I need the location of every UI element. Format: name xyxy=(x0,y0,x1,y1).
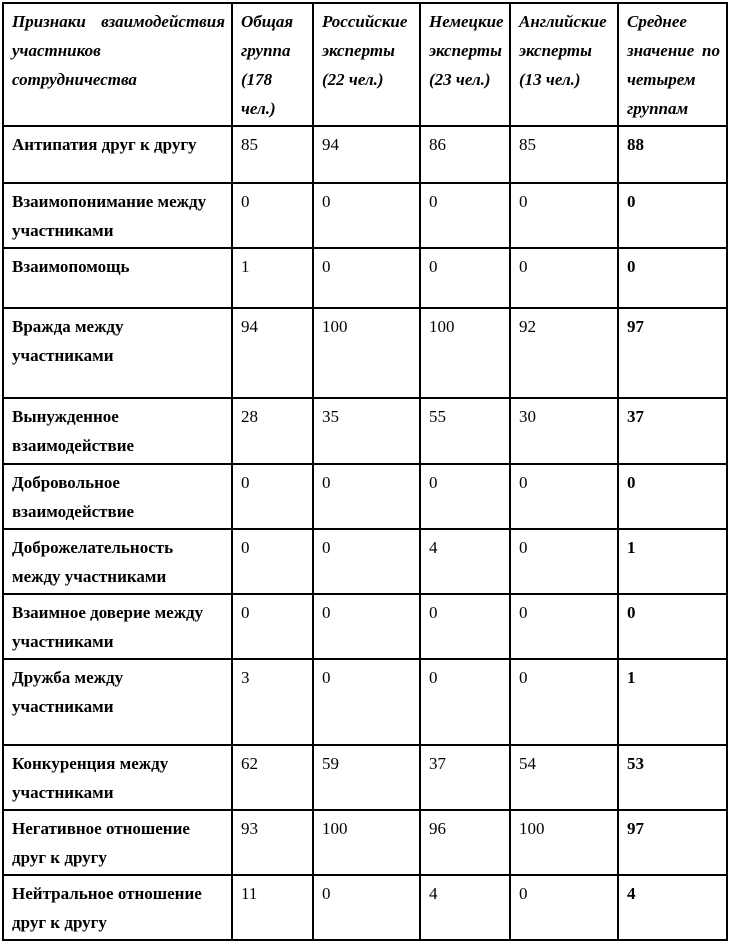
cell-value: 0 xyxy=(232,464,313,529)
cell-average-value: 37 xyxy=(618,398,727,464)
cell-value: 1 xyxy=(232,248,313,308)
cell-average-value: 1 xyxy=(618,529,727,594)
cell-value: 0 xyxy=(510,659,618,745)
cell-value: 0 xyxy=(313,248,420,308)
cell-value: 86 xyxy=(420,126,510,183)
cell-value: 37 xyxy=(420,745,510,810)
cell-value: 0 xyxy=(232,183,313,248)
row-label: Нейтральное отношение друг к другу xyxy=(3,875,232,940)
cell-value: 0 xyxy=(420,464,510,529)
cell-value: 100 xyxy=(313,308,420,398)
cell-value: 0 xyxy=(420,594,510,659)
cell-value: 0 xyxy=(510,529,618,594)
cell-average-value: 53 xyxy=(618,745,727,810)
cell-value: 4 xyxy=(420,529,510,594)
cell-average-value: 1 xyxy=(618,659,727,745)
row-label: Взаимное доверие между участниками xyxy=(3,594,232,659)
cell-value: 92 xyxy=(510,308,618,398)
row-label: Антипатия друг к другу xyxy=(3,126,232,183)
cell-value: 85 xyxy=(510,126,618,183)
cell-value: 11 xyxy=(232,875,313,940)
cell-value: 3 xyxy=(232,659,313,745)
cell-value: 30 xyxy=(510,398,618,464)
column-header-features: Признаки взаимодействия участников сотрудничества xyxy=(3,3,232,126)
cell-value: 0 xyxy=(510,464,618,529)
row-label: Конкуренция между участниками xyxy=(3,745,232,810)
cell-value: 0 xyxy=(510,875,618,940)
row-label: Доброжелательность между участниками xyxy=(3,529,232,594)
cell-average-value: 97 xyxy=(618,810,727,875)
row-label: Дружба между участниками xyxy=(3,659,232,745)
cell-value: 0 xyxy=(510,248,618,308)
column-header-average: Среднее значение по четырем группам xyxy=(618,3,727,126)
column-header-general-group: Общая группа (178 чел.) xyxy=(232,3,313,126)
cell-value: 55 xyxy=(420,398,510,464)
experts-comparison-table xyxy=(2,2,728,941)
column-header-german-experts: Немецкие эксперты (23 чел.) xyxy=(420,3,510,126)
cell-value: 0 xyxy=(420,248,510,308)
cell-average-value: 0 xyxy=(618,183,727,248)
row-label: Взаимопомощь xyxy=(3,248,232,308)
row-label: Негативное отношение друг к другу xyxy=(3,810,232,875)
cell-average-value: 4 xyxy=(618,875,727,940)
cell-value: 96 xyxy=(420,810,510,875)
table-row xyxy=(3,398,727,464)
cell-value: 0 xyxy=(232,529,313,594)
row-label: Взаимопонимание между участниками xyxy=(3,183,232,248)
row-label: Вражда между участниками xyxy=(3,308,232,398)
column-header-russian-experts: Российские эксперты (22 чел.) xyxy=(313,3,420,126)
table-row xyxy=(3,126,727,183)
table-row xyxy=(3,659,727,745)
cell-value: 35 xyxy=(313,398,420,464)
cell-value: 0 xyxy=(510,594,618,659)
cell-value: 0 xyxy=(313,875,420,940)
cell-value: 0 xyxy=(313,659,420,745)
cell-average-value: 0 xyxy=(618,248,727,308)
cell-value: 0 xyxy=(313,464,420,529)
table-row xyxy=(3,248,727,308)
cell-value: 4 xyxy=(420,875,510,940)
cell-value: 94 xyxy=(232,308,313,398)
table-row xyxy=(3,810,727,875)
cell-value: 0 xyxy=(232,594,313,659)
table-row xyxy=(3,529,727,594)
cell-value: 28 xyxy=(232,398,313,464)
cell-value: 0 xyxy=(313,529,420,594)
cell-value: 93 xyxy=(232,810,313,875)
table-row xyxy=(3,745,727,810)
cell-value: 85 xyxy=(232,126,313,183)
row-label: Вынужденное взаимодействие xyxy=(3,398,232,464)
cell-average-value: 97 xyxy=(618,308,727,398)
cell-value: 100 xyxy=(510,810,618,875)
cell-value: 100 xyxy=(313,810,420,875)
cell-value: 0 xyxy=(313,183,420,248)
table-row xyxy=(3,308,727,398)
row-label: Добровольное взаимодействие xyxy=(3,464,232,529)
cell-value: 100 xyxy=(420,308,510,398)
cell-value: 62 xyxy=(232,745,313,810)
cell-value: 0 xyxy=(510,183,618,248)
cell-value: 94 xyxy=(313,126,420,183)
column-header-english-experts: Английские эксперты (13 чел.) xyxy=(510,3,618,126)
cell-value: 54 xyxy=(510,745,618,810)
table-row xyxy=(3,183,727,248)
cell-average-value: 0 xyxy=(618,594,727,659)
cell-value: 0 xyxy=(420,183,510,248)
cell-average-value: 0 xyxy=(618,464,727,529)
header-row xyxy=(3,3,727,126)
cell-value: 0 xyxy=(313,594,420,659)
cell-value: 0 xyxy=(420,659,510,745)
cell-value: 59 xyxy=(313,745,420,810)
table-row xyxy=(3,594,727,659)
table-row xyxy=(3,875,727,940)
table-row xyxy=(3,464,727,529)
cell-average-value: 88 xyxy=(618,126,727,183)
